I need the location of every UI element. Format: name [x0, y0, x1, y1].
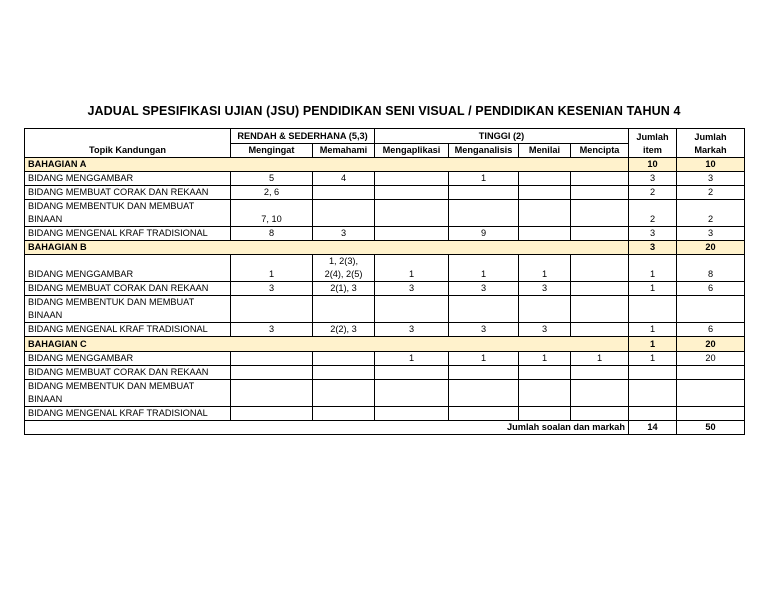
level-cell — [313, 282, 375, 296]
level-cell — [375, 323, 449, 337]
level-cell — [519, 380, 571, 407]
table-row — [25, 323, 745, 337]
header-total-marks-line1: Jumlah — [694, 132, 727, 142]
header-level-mencipta: Mencipta — [571, 144, 629, 158]
table-row — [25, 172, 745, 186]
row-total-marks: 6 — [677, 323, 745, 337]
header-level-menilai: Menilai — [519, 144, 571, 158]
header-level-mengingat: Mengingat — [231, 144, 313, 158]
level-cell — [571, 352, 629, 366]
level-value-line: 2(4), 2(5) — [324, 269, 363, 279]
section-total-items: 1 — [629, 337, 677, 352]
level-cell — [519, 296, 571, 323]
section-total-marks: 20 — [677, 241, 745, 255]
topic-cell — [25, 186, 231, 200]
level-cell — [519, 227, 571, 241]
topic-line: BIDANG MEMBUAT CORAK DAN REKAAN — [28, 367, 209, 377]
header-level-memahami: Memahami — [313, 144, 375, 158]
header-total-marks-line2: Markah — [694, 145, 727, 155]
level-cell — [313, 227, 375, 241]
topic-cell — [25, 200, 231, 227]
level-cell — [313, 200, 375, 227]
level-cell — [519, 323, 571, 337]
level-cell — [375, 366, 449, 380]
header-total-items-line1: Jumlah — [636, 132, 669, 142]
level-value-line: 1 — [480, 353, 487, 363]
level-cell — [571, 366, 629, 380]
level-cell — [313, 323, 375, 337]
row-total-marks — [677, 366, 745, 380]
header-total-marks — [677, 129, 745, 158]
section-name: BAHAGIAN A — [25, 158, 629, 172]
row-total-marks — [677, 380, 745, 407]
level-cell — [313, 407, 375, 421]
topic-line: BINAAN — [28, 310, 63, 320]
header-group-low: RENDAH & SEDERHANA (5,3) — [231, 129, 375, 144]
footer-total-items: 14 — [629, 421, 677, 435]
topic-cell — [25, 227, 231, 241]
level-cell — [231, 380, 313, 407]
level-value-line: 1 — [408, 353, 415, 363]
footer-total-marks: 50 — [677, 421, 745, 435]
row-total-items: 2 — [629, 186, 677, 200]
level-cell — [449, 352, 519, 366]
level-cell — [375, 407, 449, 421]
table-row — [25, 227, 745, 241]
table-row — [25, 407, 745, 421]
level-cell — [449, 200, 519, 227]
level-cell — [571, 296, 629, 323]
jsu-table — [24, 128, 745, 435]
level-value-line: 1, 2(3), — [328, 256, 359, 266]
level-cell — [519, 352, 571, 366]
table-row — [25, 352, 745, 366]
topic-line: BIDANG MEMBUAT CORAK DAN REKAAN — [28, 187, 209, 197]
topic-line: BIDANG MEMBENTUK DAN MEMBUAT — [28, 201, 195, 211]
level-value-line: 4 — [340, 173, 347, 183]
level-cell — [519, 255, 571, 282]
level-cell — [449, 282, 519, 296]
section-total-items: 3 — [629, 241, 677, 255]
header-level-menganalisis: Menganalisis — [449, 144, 519, 158]
level-cell — [313, 255, 375, 282]
level-cell — [231, 172, 313, 186]
row-total-marks: 2 — [677, 200, 745, 227]
row-total-marks — [677, 407, 745, 421]
level-cell — [519, 172, 571, 186]
level-cell — [375, 380, 449, 407]
level-cell — [231, 186, 313, 200]
level-cell — [231, 323, 313, 337]
row-total-items — [629, 296, 677, 323]
row-total-items: 1 — [629, 282, 677, 296]
table-row — [25, 380, 745, 407]
level-cell — [519, 186, 571, 200]
row-total-items: 1 — [629, 323, 677, 337]
footer-row — [25, 421, 745, 435]
section-total-marks: 10 — [677, 158, 745, 172]
topic-cell — [25, 296, 231, 323]
row-total-items — [629, 407, 677, 421]
section-name: BAHAGIAN B — [25, 241, 629, 255]
row-total-items — [629, 380, 677, 407]
level-value-line: 2(1), 3 — [330, 283, 357, 293]
section-row — [25, 158, 745, 172]
header-level-mengaplikasi: Mengaplikasi — [375, 144, 449, 158]
topic-line: BIDANG MENGGAMBAR — [28, 353, 134, 363]
level-value-line: 5 — [268, 173, 275, 183]
topic-cell — [25, 380, 231, 407]
header-total-items-line2: item — [643, 145, 662, 155]
level-cell — [375, 172, 449, 186]
level-cell — [375, 186, 449, 200]
level-cell — [519, 282, 571, 296]
level-value-line: 3 — [268, 324, 275, 334]
table-row — [25, 282, 745, 296]
level-cell — [375, 352, 449, 366]
row-total-items: 3 — [629, 227, 677, 241]
level-cell — [519, 366, 571, 380]
row-total-marks: 3 — [677, 227, 745, 241]
level-cell — [449, 186, 519, 200]
level-cell — [449, 407, 519, 421]
level-cell — [231, 296, 313, 323]
level-cell — [571, 200, 629, 227]
level-value-line: 3 — [480, 283, 487, 293]
level-value-line: 3 — [541, 283, 548, 293]
level-value-line: 2, 6 — [263, 187, 280, 197]
row-total-items: 1 — [629, 352, 677, 366]
topic-cell — [25, 282, 231, 296]
level-cell — [231, 407, 313, 421]
level-value-line: 7, 10 — [261, 214, 282, 224]
row-total-items — [629, 366, 677, 380]
topic-line: BIDANG MENGENAL KRAF TRADISIONAL — [28, 324, 208, 334]
level-cell — [313, 296, 375, 323]
level-value-line: 3 — [408, 283, 415, 293]
level-cell — [231, 227, 313, 241]
level-value-line: 1 — [541, 269, 548, 279]
level-value-line: 3 — [268, 283, 275, 293]
row-total-marks — [677, 296, 745, 323]
level-cell — [231, 282, 313, 296]
level-value-line: 3 — [541, 324, 548, 334]
level-cell — [375, 200, 449, 227]
level-cell — [449, 323, 519, 337]
level-cell — [449, 255, 519, 282]
level-value-line: 3 — [340, 228, 347, 238]
level-cell — [313, 352, 375, 366]
level-value-line: 1 — [268, 269, 275, 279]
level-cell — [571, 380, 629, 407]
row-total-marks: 6 — [677, 282, 745, 296]
level-cell — [231, 366, 313, 380]
level-cell — [231, 200, 313, 227]
header-topic: Topik Kandungan — [25, 129, 231, 158]
row-total-marks: 20 — [677, 352, 745, 366]
section-name: BAHAGIAN C — [25, 337, 629, 352]
level-value-line: 3 — [480, 324, 487, 334]
level-cell — [571, 407, 629, 421]
topic-cell — [25, 366, 231, 380]
level-value-line: 1 — [596, 353, 603, 363]
row-total-items: 3 — [629, 172, 677, 186]
row-total-items: 2 — [629, 200, 677, 227]
topic-cell — [25, 323, 231, 337]
topic-line: BINAAN — [28, 394, 63, 404]
level-value-line: 2(2), 3 — [330, 324, 357, 334]
topic-line: BIDANG MENGENAL KRAF TRADISIONAL — [28, 228, 208, 238]
table-row — [25, 296, 745, 323]
level-cell — [449, 380, 519, 407]
level-cell — [571, 323, 629, 337]
footer-label: Jumlah soalan dan markah — [25, 421, 629, 435]
level-cell — [449, 296, 519, 323]
level-cell — [449, 366, 519, 380]
topic-line: BIDANG MEMBUAT CORAK DAN REKAAN — [28, 283, 209, 293]
table-row — [25, 366, 745, 380]
page-title: JADUAL SPESIFIKASI UJIAN (JSU) PENDIDIKAN SENI VISUAL / PENDIDIKAN KESENIAN TAHUN 4 — [87, 104, 681, 118]
topic-cell — [25, 172, 231, 186]
section-row — [25, 337, 745, 352]
level-cell — [571, 227, 629, 241]
row-total-items: 1 — [629, 255, 677, 282]
section-row — [25, 241, 745, 255]
row-total-marks: 3 — [677, 172, 745, 186]
level-value-line: 1 — [541, 353, 548, 363]
topic-cell — [25, 255, 231, 282]
level-cell — [375, 255, 449, 282]
table-row — [25, 255, 745, 282]
topic-line: BIDANG MENGGAMBAR — [28, 269, 134, 279]
level-cell — [571, 172, 629, 186]
topic-line: BIDANG MENGENAL KRAF TRADISIONAL — [28, 408, 208, 418]
topic-line: BIDANG MEMBENTUK DAN MEMBUAT — [28, 297, 195, 307]
level-cell — [231, 255, 313, 282]
section-total-items: 10 — [629, 158, 677, 172]
level-value-line: 1 — [480, 269, 487, 279]
level-cell — [449, 172, 519, 186]
section-total-marks: 20 — [677, 337, 745, 352]
level-cell — [375, 227, 449, 241]
level-value-line: 9 — [480, 228, 487, 238]
row-total-marks: 2 — [677, 186, 745, 200]
level-cell — [571, 282, 629, 296]
topic-line: BIDANG MEMBENTUK DAN MEMBUAT — [28, 381, 195, 391]
level-value-line: 8 — [268, 228, 275, 238]
level-cell — [375, 282, 449, 296]
level-cell — [571, 186, 629, 200]
row-total-marks: 8 — [677, 255, 745, 282]
level-cell — [313, 172, 375, 186]
topic-cell — [25, 407, 231, 421]
topic-cell — [25, 352, 231, 366]
level-cell — [449, 227, 519, 241]
topic-line: BINAAN — [28, 214, 63, 224]
level-cell — [313, 186, 375, 200]
level-cell — [519, 407, 571, 421]
level-cell — [519, 200, 571, 227]
level-cell — [571, 255, 629, 282]
level-cell — [313, 380, 375, 407]
topic-line: BIDANG MENGGAMBAR — [28, 173, 134, 183]
level-value-line: 3 — [408, 324, 415, 334]
level-value-line: 1 — [408, 269, 415, 279]
table-row — [25, 200, 745, 227]
level-cell — [313, 366, 375, 380]
header-group-high: TINGGI (2) — [375, 129, 629, 144]
level-cell — [375, 296, 449, 323]
level-cell — [231, 352, 313, 366]
table-row — [25, 186, 745, 200]
header-total-items — [629, 129, 677, 158]
level-value-line: 1 — [480, 173, 487, 183]
